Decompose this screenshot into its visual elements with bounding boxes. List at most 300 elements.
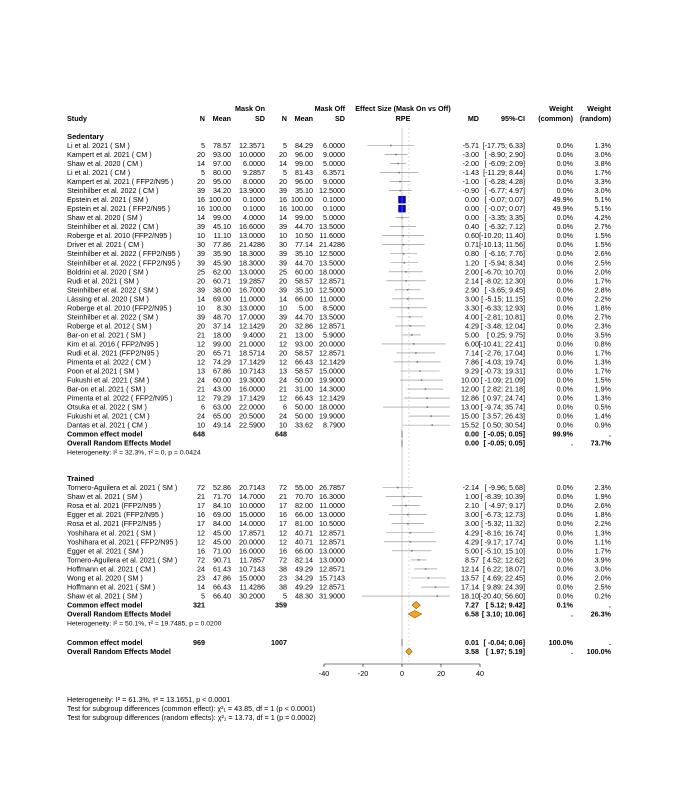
weight-random-value: 1.7% [594, 168, 611, 178]
study-point [419, 370, 421, 372]
mean-mask-on: 45.00 [213, 537, 231, 547]
mean-mask-on: 90.71 [213, 555, 231, 565]
study-name: Steinhilber et al. 2022 ( SM ) [67, 312, 159, 322]
n-mask-off-total: 648 [275, 429, 287, 439]
study-name: Li et al. 2021 ( SM ) [67, 141, 130, 150]
n-mask-on: 14 [197, 294, 205, 304]
ci-value: [ -2.76; 17.04] [480, 348, 525, 358]
mean-mask-on: 43.00 [213, 384, 231, 394]
n-mask-off: 12 [279, 339, 287, 349]
study-name: Pimenta et al. 2022 ( FFP2/N95 ) [67, 393, 173, 403]
random-effects-diamond [408, 611, 422, 618]
study-point [403, 496, 405, 498]
mean-mask-on: 97.00 [213, 159, 231, 169]
sd-mask-off: 0.1000 [323, 195, 345, 205]
study-name: Tornero-Aguilera et al. 2021 ( SM ) [67, 483, 178, 492]
weight-common-value: . [571, 609, 573, 619]
sd-mask-off: 12.5000 [319, 186, 345, 196]
n-mask-on: 20 [197, 276, 205, 286]
mean-mask-off: 50.00 [295, 375, 313, 385]
weight-random-value: . [609, 600, 611, 610]
md-value: 17.14 [461, 582, 479, 592]
weight-common-value: 0.0% [556, 591, 573, 601]
md-value: 3.00 [465, 519, 479, 529]
n-mask-on: 20 [197, 321, 205, 331]
ci-value: [ 1.97; 5.19] [485, 647, 525, 656]
header-mask-off: Mask Off [314, 104, 345, 113]
mean-mask-off: 66.00 [295, 294, 313, 304]
mean-mask-on: 48.70 [213, 312, 231, 322]
md-value: 0.00 [465, 204, 479, 214]
sd-mask-off: 21.4286 [319, 240, 345, 250]
sd-mask-off: 12.8571 [319, 348, 345, 358]
sd-mask-off: 12.5000 [319, 249, 345, 259]
mean-mask-off: 66.43 [295, 393, 313, 403]
n-mask-off: 39 [279, 249, 287, 259]
weight-random-value: 3.0% [594, 564, 611, 574]
study-point [399, 190, 401, 192]
md-value: 1.00 [465, 492, 479, 502]
weight-random-value: 2.3% [594, 483, 611, 492]
md-value: 3.00 [465, 510, 479, 520]
header-sd-off: SD [335, 114, 345, 123]
n-mask-off: 21 [279, 330, 287, 340]
weight-random-value: 73.7% [590, 438, 611, 448]
n-mask-off: 16 [279, 195, 287, 205]
mean-mask-on: 11.10 [213, 231, 231, 241]
ci-value: [ -5.10; 15.10] [480, 546, 525, 556]
mean-mask-off: 82.14 [295, 555, 313, 565]
mean-mask-on: 84.10 [213, 501, 231, 511]
sd-mask-on: 17.1429 [239, 393, 265, 403]
md-value: 2.10 [465, 501, 479, 511]
weight-common-value: 0.0% [556, 159, 573, 169]
md-value: -1.00 [462, 177, 479, 187]
study-name: Lässing et al. 2020 ( SM ) [67, 294, 149, 304]
subgroup-test-common: Test for subgroup differences (common effect): χ²₁ = 43.85, df = 1 (p < 0.0001) [67, 704, 316, 713]
md-value: -3.00 [462, 150, 479, 160]
sd-mask-on: 22.5900 [239, 420, 265, 430]
weight-common-value: 0.0% [556, 249, 573, 259]
mean-mask-off: 66.00 [295, 546, 313, 556]
weight-random-value: 2.6% [594, 501, 611, 511]
weight-common-value: 0.0% [556, 231, 573, 241]
weight-common-value: 0.0% [556, 483, 573, 492]
study-point [397, 163, 399, 165]
n-mask-on: 20 [197, 150, 205, 160]
weight-common-value: 0.0% [556, 267, 573, 277]
n-mask-off-total: 1007 [271, 638, 287, 647]
n-mask-off: 39 [279, 312, 287, 322]
mean-mask-off: 81.00 [295, 519, 313, 529]
mean-mask-off: 77.14 [295, 240, 313, 250]
weight-common-value: 0.0% [556, 366, 573, 376]
n-mask-off: 21 [279, 492, 287, 502]
sd-mask-on: 17.0000 [239, 312, 265, 322]
n-mask-off: 17 [279, 519, 287, 529]
n-mask-on: 24 [197, 375, 205, 385]
study-point [407, 523, 409, 525]
n-mask-off: 21 [279, 384, 287, 394]
weight-random-value: 5.1% [594, 195, 611, 205]
sd-mask-off: 13.5000 [319, 258, 345, 268]
ci-value: [ -8.90; 2.90] [484, 150, 525, 160]
mean-mask-off: 58.57 [295, 366, 313, 376]
study-point [409, 316, 411, 318]
ci-value: [ 4.69; 22.45] [483, 573, 525, 583]
md-value: 15.00 [461, 411, 479, 421]
weight-common-value: 0.0% [556, 420, 573, 430]
ci-value: [ -1.09; 21.09] [480, 375, 525, 385]
weight-random-value: 3.3% [594, 177, 611, 187]
weight-random-value: 1.8% [594, 510, 611, 520]
header-mean-on: Mean [212, 114, 231, 123]
weight-random-value: . [609, 429, 611, 439]
ci-value: [ -6.33; 12.93] [480, 303, 525, 313]
weight-common-value: 0.0% [556, 357, 573, 367]
n-mask-on: 30 [197, 240, 205, 250]
sd-mask-off: 12.1429 [319, 357, 345, 367]
study-point [402, 235, 404, 237]
ci-value: [ -4.97; 9.17] [484, 501, 525, 511]
n-mask-off: 5 [283, 591, 287, 601]
subgroup-heterogeneity: Heterogeneity: I² = 32.3%, τ² = 0, p = 0.0424 [67, 449, 201, 457]
ci-value: [ -6.16; 7.76] [484, 249, 525, 259]
sd-mask-off: 13.5000 [319, 312, 345, 322]
sd-mask-on: 14.7000 [239, 492, 265, 502]
n-mask-off: 6 [283, 402, 287, 412]
study-point [404, 262, 406, 264]
sd-mask-off: 19.9000 [319, 411, 345, 421]
header-weight-2: Weight [587, 104, 611, 113]
n-mask-on: 6 [201, 402, 205, 412]
weight-random-value: 100.0% [586, 647, 611, 656]
sd-mask-off: 12.5000 [319, 285, 345, 295]
n-mask-on: 17 [197, 501, 205, 511]
mean-mask-on: 71.70 [213, 492, 231, 502]
study-name: Boldrini et al. 2020 ( SM ) [67, 267, 149, 277]
mean-mask-off: 5.00 [299, 303, 313, 313]
md-value: 6.58 [465, 609, 479, 619]
weight-common-value: 0.0% [556, 240, 573, 250]
mean-mask-off: 99.00 [295, 159, 313, 169]
md-value: 4.00 [465, 312, 479, 322]
md-value: 0.00 [465, 438, 479, 448]
sd-mask-off: 12.8571 [319, 528, 345, 538]
n-mask-on: 5 [201, 141, 205, 150]
n-mask-on: 24 [197, 564, 205, 574]
ci-value: [ -3.65; 9.45] [484, 285, 525, 295]
mean-mask-off: 82.00 [295, 501, 313, 511]
n-mask-on: 5 [201, 591, 205, 601]
mean-mask-off: 84.29 [295, 141, 313, 150]
sd-mask-on: 11.4286 [239, 582, 265, 592]
sd-mask-off: 6.3571 [323, 168, 345, 178]
mean-mask-off: 10.50 [295, 231, 313, 241]
study-name: Steinhilber et al. 2022 ( FFP2/N95 ) [67, 258, 181, 268]
weight-common-value: 0.0% [556, 303, 573, 313]
mean-mask-off: 33.62 [295, 420, 313, 430]
mean-mask-on: 67.86 [213, 366, 231, 376]
md-value: 0.00 [465, 429, 479, 439]
sd-mask-on: 21.0000 [239, 339, 265, 349]
n-mask-on: 39 [197, 222, 205, 232]
mean-mask-on: 99.00 [213, 213, 231, 223]
heterogeneity-overall: Heterogeneity: I² = 61.3%, τ² = 13.1651, p < 0.0001 [67, 695, 231, 704]
mean-mask-on: 47.86 [213, 573, 231, 583]
sd-mask-on: 13.0000 [239, 303, 265, 313]
mean-mask-off: 99.00 [295, 213, 313, 223]
n-mask-on: 21 [197, 384, 205, 394]
study-name: Steinhilber et al. 2022 ( SM ) [67, 285, 159, 295]
mean-mask-on: 77.86 [213, 240, 231, 250]
mean-mask-off: 50.00 [295, 402, 313, 412]
mean-mask-off: 100.00 [291, 204, 313, 214]
study-name: Shaw et al. 2020 ( CM ) [67, 159, 143, 169]
mean-mask-off: 58.57 [295, 276, 313, 286]
mean-mask-off: 48.30 [295, 591, 313, 601]
mean-mask-off: 50.00 [295, 411, 313, 421]
weight-common-value: 49.9% [552, 195, 573, 205]
weight-random-value: 1.9% [594, 384, 611, 394]
n-mask-off: 25 [279, 267, 287, 277]
sd-mask-off: 26.7857 [319, 483, 345, 492]
md-value: 3.58 [465, 647, 479, 656]
study-name: Rudi et al. 2021 (FFP2/N95 ) [67, 348, 159, 358]
weight-random-value: 0.5% [594, 402, 611, 412]
sd-mask-on: 11.7857 [239, 555, 265, 565]
mean-mask-off: 35.10 [295, 186, 313, 196]
n-mask-on: 39 [197, 258, 205, 268]
weight-random-value: 3.5% [594, 330, 611, 340]
common-effect-diamond [412, 602, 420, 609]
n-mask-on: 12 [197, 393, 205, 403]
study-name: Bar-on et al. 2021 ( SM ) [67, 330, 146, 340]
n-mask-on-total: 321 [193, 600, 205, 610]
mean-mask-off: 44.70 [295, 312, 313, 322]
md-value: 15.52 [461, 420, 479, 430]
ci-value: [-10.13; 11.56] [479, 240, 525, 250]
study-point [407, 298, 409, 300]
mean-mask-off: 81.43 [295, 168, 313, 178]
study-point [413, 343, 415, 345]
weight-common-value: 0.0% [556, 339, 573, 349]
mean-mask-on: 63.00 [213, 402, 231, 412]
mean-mask-on: 61.43 [213, 564, 231, 574]
weight-random-value: 3.8% [594, 159, 611, 169]
common-effect-label: Common effect model [67, 429, 143, 439]
sd-mask-on: 20.7143 [239, 483, 265, 492]
ci-value: [ -6.70; 10.70] [480, 267, 525, 277]
n-mask-on: 21 [197, 492, 205, 502]
md-value: 9.29 [465, 366, 479, 376]
md-value: 12.00 [461, 384, 479, 394]
common-effect-label: Common effect model [67, 638, 143, 647]
study-name: Fukushi et al. 2021 ( CM ) [67, 411, 150, 421]
mean-mask-on: 80.00 [213, 168, 231, 178]
sd-mask-on: 13.0000 [239, 267, 265, 277]
n-mask-off: 20 [279, 321, 287, 331]
study-name: Driver et al. 2021 ( CM ) [67, 240, 144, 250]
n-mask-off: 38 [279, 564, 287, 574]
n-mask-off: 16 [279, 510, 287, 520]
n-mask-off: 30 [279, 240, 287, 250]
n-mask-off: 16 [279, 204, 287, 214]
ci-value: [ -0.07; 0.07] [484, 204, 525, 214]
sd-mask-off: 5.9000 [323, 330, 345, 340]
mean-mask-off: 35.10 [295, 285, 313, 295]
sd-mask-on: 0.1000 [243, 204, 265, 214]
ci-value: [-11.29; 8.44] [483, 168, 525, 178]
x-tick-label: -20 [357, 669, 369, 678]
mean-mask-on: 37.14 [213, 321, 231, 331]
n-mask-off: 14 [279, 159, 287, 169]
sd-mask-off: 15.0000 [319, 366, 345, 376]
n-mask-off: 13 [279, 366, 287, 376]
study-name: Otsuka et al. 2022 ( SM ) [67, 402, 147, 412]
sd-mask-off: 0.1000 [323, 204, 345, 214]
n-mask-off: 20 [279, 348, 287, 358]
ci-value: [ 3.10; 10.06] [481, 609, 525, 619]
n-mask-on: 10 [197, 231, 205, 241]
mean-mask-on: 8.30 [217, 303, 231, 313]
ci-value: [ -0.05; 0.05] [483, 429, 525, 439]
weight-random-value: 2.5% [594, 582, 611, 592]
study-name: Roberge et al. 2010 (FFP2/N95 ) [67, 303, 172, 313]
sd-mask-on: 18.3000 [239, 258, 265, 268]
study-name: Roberge et al. 2010 (FFP2/N95 ) [67, 231, 172, 241]
n-mask-off: 12 [279, 528, 287, 538]
md-value: 4.29 [465, 537, 479, 547]
n-mask-off: 20 [279, 276, 287, 286]
study-name: Bar-on et al. 2021 ( SM ) [67, 384, 146, 394]
ci-value: [ -0.73; 19.31] [480, 366, 525, 376]
header-md: MD [467, 114, 479, 123]
header-effect-size: Effect Size (Mask On vs Off) [355, 104, 451, 113]
weight-random-value: 0.8% [594, 339, 611, 349]
ci-value: [ -3.35; 3.35] [484, 213, 525, 223]
sd-mask-on: 17.8571 [239, 528, 265, 538]
study-point [407, 289, 409, 291]
study-name: Fukushi et al. 2021 ( SM ) [67, 375, 150, 385]
md-value: 12.14 [461, 564, 479, 574]
sd-mask-off: 13.0000 [319, 555, 345, 565]
sd-mask-off: 13.0000 [319, 546, 345, 556]
n-mask-on: 12 [197, 357, 205, 367]
sd-mask-off: 12.1429 [319, 393, 345, 403]
study-name: Steinhilber et al. 2022 ( CM ) [67, 186, 159, 196]
sd-mask-on: 9.2857 [243, 168, 265, 178]
n-mask-off: 20 [279, 177, 287, 187]
study-point [418, 559, 420, 561]
ci-value: [ -9.17; 17.74] [480, 537, 525, 547]
weight-common-value: 0.0% [556, 393, 573, 403]
md-value: 0.40 [465, 222, 479, 232]
mean-mask-off: 35.10 [295, 249, 313, 259]
study-point [390, 145, 392, 147]
md-value: 5.00 [465, 330, 479, 340]
sd-mask-on: 18.3000 [239, 249, 265, 259]
sd-mask-on: 4.0000 [243, 213, 265, 223]
weight-random-value: 1.7% [594, 366, 611, 376]
header-weight-common: (common) [538, 114, 573, 123]
weight-common-value: 0.0% [556, 582, 573, 592]
mean-mask-on: 45.10 [213, 222, 231, 232]
mean-mask-on: 18.00 [213, 330, 231, 340]
sd-mask-on: 10.0000 [239, 501, 265, 511]
weight-random-value: 0.9% [594, 420, 611, 430]
md-value: 1.20 [465, 258, 479, 268]
weight-random-value: 0.2% [594, 591, 611, 601]
weight-random-value: 2.3% [594, 321, 611, 331]
ci-value: [ 9.89; 24.39] [483, 582, 525, 592]
n-mask-on: 5 [201, 168, 205, 178]
mean-mask-on: 93.00 [213, 150, 231, 160]
weight-common-value: 0.0% [556, 411, 573, 421]
weight-common-value: 0.0% [556, 141, 573, 150]
md-value: 5.00 [465, 546, 479, 556]
ci-value: [ -8.16; 16.74] [480, 528, 525, 538]
n-mask-on: 25 [197, 267, 205, 277]
weight-common-value: 0.0% [556, 510, 573, 520]
mean-mask-on: 71.00 [213, 546, 231, 556]
n-mask-on: 39 [197, 285, 205, 295]
n-mask-on: 14 [197, 213, 205, 223]
weight-random-value: 1.5% [594, 375, 611, 385]
ci-value: [ -0.05; 0.05] [483, 438, 525, 448]
n-mask-on: 16 [197, 195, 205, 205]
weight-random-value: 1.3% [594, 393, 611, 403]
weight-random-value: 2.0% [594, 573, 611, 583]
md-value: 0.71 [465, 240, 479, 250]
header-weight-random: (random) [579, 114, 611, 123]
sd-mask-off: 12.8571 [319, 276, 345, 286]
weight-common-value: 0.0% [556, 384, 573, 394]
n-mask-on: 72 [197, 483, 205, 492]
sd-mask-off: 5.0000 [323, 159, 345, 169]
md-value: 12.86 [461, 393, 479, 403]
n-mask-on: 12 [197, 339, 205, 349]
sd-mask-on: 0.1000 [243, 195, 265, 205]
ci-value: [-10.41; 22.41] [478, 339, 525, 349]
weight-random-value: 1.1% [594, 537, 611, 547]
common-effect-label: Common effect model [67, 600, 143, 610]
sd-mask-on: 13.0000 [239, 231, 265, 241]
md-value: 2.00 [465, 267, 479, 277]
study-point [403, 244, 405, 246]
sd-mask-off: 12.8571 [319, 582, 345, 592]
weight-common-value: 0.0% [556, 555, 573, 565]
weight-random-value: 2.2% [594, 519, 611, 529]
ci-value: [ 3.57; 26.43] [483, 411, 525, 421]
ci-value: [-17.75; 6.33] [482, 141, 525, 150]
subgroup-heterogeneity: Heterogeneity: I² = 50.1%, τ² = 19.7485, p = 0.0200 [67, 620, 222, 628]
weight-common-value: 0.0% [556, 519, 573, 529]
md-value: 13.00 [461, 402, 479, 412]
study-point [407, 514, 409, 516]
md-value: 10.00 [461, 375, 479, 385]
ci-value: [ -6.77; 4.97] [484, 186, 525, 196]
weight-common-value: 100.0% [548, 638, 573, 647]
weight-random-value: 1.8% [594, 303, 611, 313]
n-mask-on: 17 [197, 519, 205, 529]
mean-mask-off: 100.00 [291, 195, 313, 205]
ci-value: [ -2.81; 10.81] [480, 312, 525, 322]
n-mask-on: 72 [197, 555, 205, 565]
weight-common-value: 0.0% [556, 330, 573, 340]
random-effects-label: Overall Random Effects Model [67, 609, 171, 619]
n-mask-on: 14 [197, 159, 205, 169]
